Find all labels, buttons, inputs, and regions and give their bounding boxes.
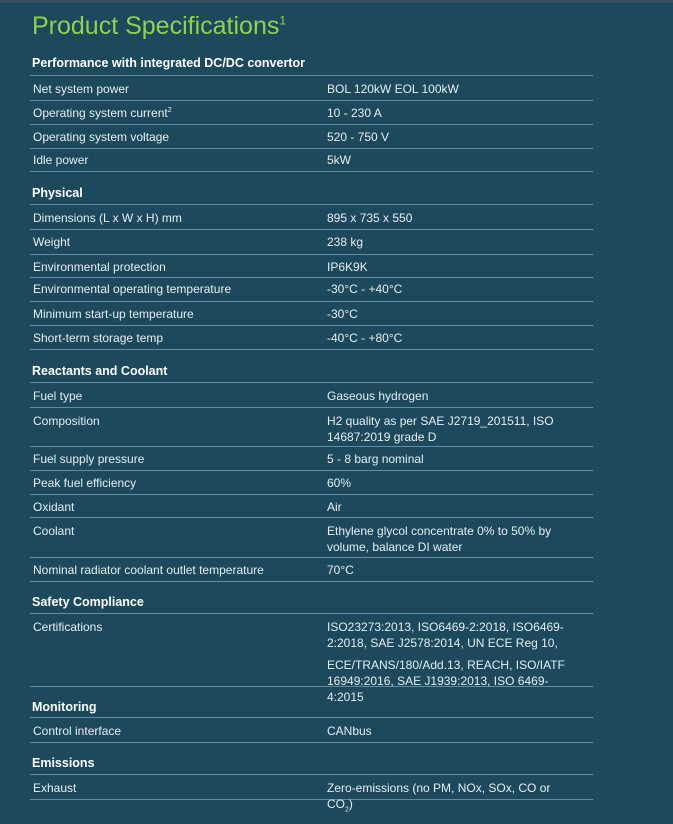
title-footnote: 1 <box>279 13 287 28</box>
spec-label: Fuel supply pressure <box>33 452 145 466</box>
spec-row <box>30 205 593 230</box>
spec-label: Nominal radiator coolant outlet temperature <box>33 563 264 577</box>
footnote-marker: 2 <box>167 107 172 114</box>
spec-row <box>30 447 593 471</box>
spec-row <box>30 230 593 255</box>
spec-value: -30°C <box>327 307 358 321</box>
spec-value <box>327 413 577 445</box>
spec-value-line: ECE/TRANS/180/Add.13, REACH, ISO/IATF <box>327 658 565 672</box>
spec-value-line: ISO23273:2013, ISO6469-2:2018, ISO6469- <box>327 620 564 634</box>
spec-value: 895 x 735 x 550 <box>327 211 413 225</box>
spec-value: 70°C <box>327 563 354 577</box>
spec-row <box>30 278 593 302</box>
section-heading: Performance with integrated DC/DC convertor <box>30 51 593 76</box>
spec-value: -30°C - +40°C <box>327 282 403 296</box>
spec-row <box>30 101 593 125</box>
spec-row <box>30 383 593 408</box>
spec-label: Operating system current$^2$ <box>33 106 172 120</box>
spec-row <box>30 518 593 558</box>
spec-label: Weight <box>33 235 71 249</box>
spec-label: Control interface <box>33 724 122 738</box>
page-title: Product Specifications$^1$ <box>32 12 287 40</box>
spec-label: Composition <box>33 414 100 428</box>
spec-value <box>327 619 577 705</box>
spec-label: Exhaust <box>33 781 77 795</box>
section-heading: Safety Compliance <box>30 582 593 614</box>
spec-value-line: H2 quality as per SAE J2719_201511, ISO <box>327 414 554 428</box>
spec-value: 238 kg <box>327 235 364 249</box>
spec-label: Environmental protection <box>33 260 166 274</box>
spec-label: Environmental operating temperature <box>33 282 232 296</box>
spec-label: Coolant <box>33 524 75 538</box>
spec-value: -40°C - +80°C <box>327 331 403 345</box>
section-heading: Physical <box>30 172 593 205</box>
spec-row <box>30 471 593 495</box>
spec-value: 60% <box>327 476 352 490</box>
spec-value-line: 16949:2016, SAE J1939:2013, ISO 6469-4:2015 <box>327 674 549 704</box>
spec-value: BOL 120kW EOL 100kW <box>327 82 459 96</box>
spec-label: Peak fuel efficiency <box>33 476 137 490</box>
spec-row <box>30 149 593 172</box>
section-heading: Monitoring <box>30 687 593 718</box>
subscript: 2 <box>345 806 349 814</box>
spec-label: Oxidant <box>33 500 75 514</box>
spec-label: Net system power <box>33 82 130 96</box>
spec-value: CANbus <box>327 724 372 738</box>
top-border <box>0 0 673 3</box>
spec-label: Short-term storage temp <box>33 331 164 345</box>
spec-value: 5kW <box>327 153 351 167</box>
spec-row <box>30 326 593 350</box>
spec-value-line: volume, balance DI water <box>327 540 463 554</box>
spec-value: 5 - 8 barg nominal <box>327 452 424 466</box>
spec-label: Fuel type <box>33 389 83 403</box>
spec-row <box>30 125 593 149</box>
spec-row <box>30 558 593 582</box>
spec-row <box>30 255 593 278</box>
spec-value <box>327 523 577 555</box>
spec-table <box>30 51 593 814</box>
spec-row <box>30 408 593 447</box>
section-heading: Reactants and Coolant <box>30 350 593 383</box>
spec-value-line: 2:2018, SAE J2578:2014, UN ECE Reg 10, <box>327 636 558 650</box>
spec-row <box>30 495 593 518</box>
spec-value: Zero-emissions (no PM, NOx, SOx, CO or $CO_2$) <box>327 781 551 814</box>
spec-value: 10 - 230 A <box>327 106 382 120</box>
spec-row <box>30 718 593 743</box>
section-heading: Emissions <box>30 743 593 775</box>
spec-label: Operating system voltage <box>33 130 170 144</box>
spec-value: IP6K9K <box>327 260 368 274</box>
spec-label: Certifications <box>33 620 103 634</box>
spec-value: Gaseous hydrogen <box>327 389 429 403</box>
spec-label: Dimensions (L x W x H) mm <box>33 211 182 225</box>
spec-row <box>30 76 593 101</box>
spec-label: Minimum start-up temperature <box>33 307 194 321</box>
spec-row <box>30 302 593 326</box>
spec-value: Air <box>327 500 342 514</box>
spec-row <box>30 775 593 814</box>
spec-value-line: 14687:2019 grade D <box>327 430 437 444</box>
spec-value: 520 - 750 V <box>327 130 390 144</box>
spec-value-line: Ethylene glycol concentrate 0% to 50% by <box>327 524 552 538</box>
spec-label: Idle power <box>33 153 89 167</box>
spec-row <box>30 614 593 704</box>
